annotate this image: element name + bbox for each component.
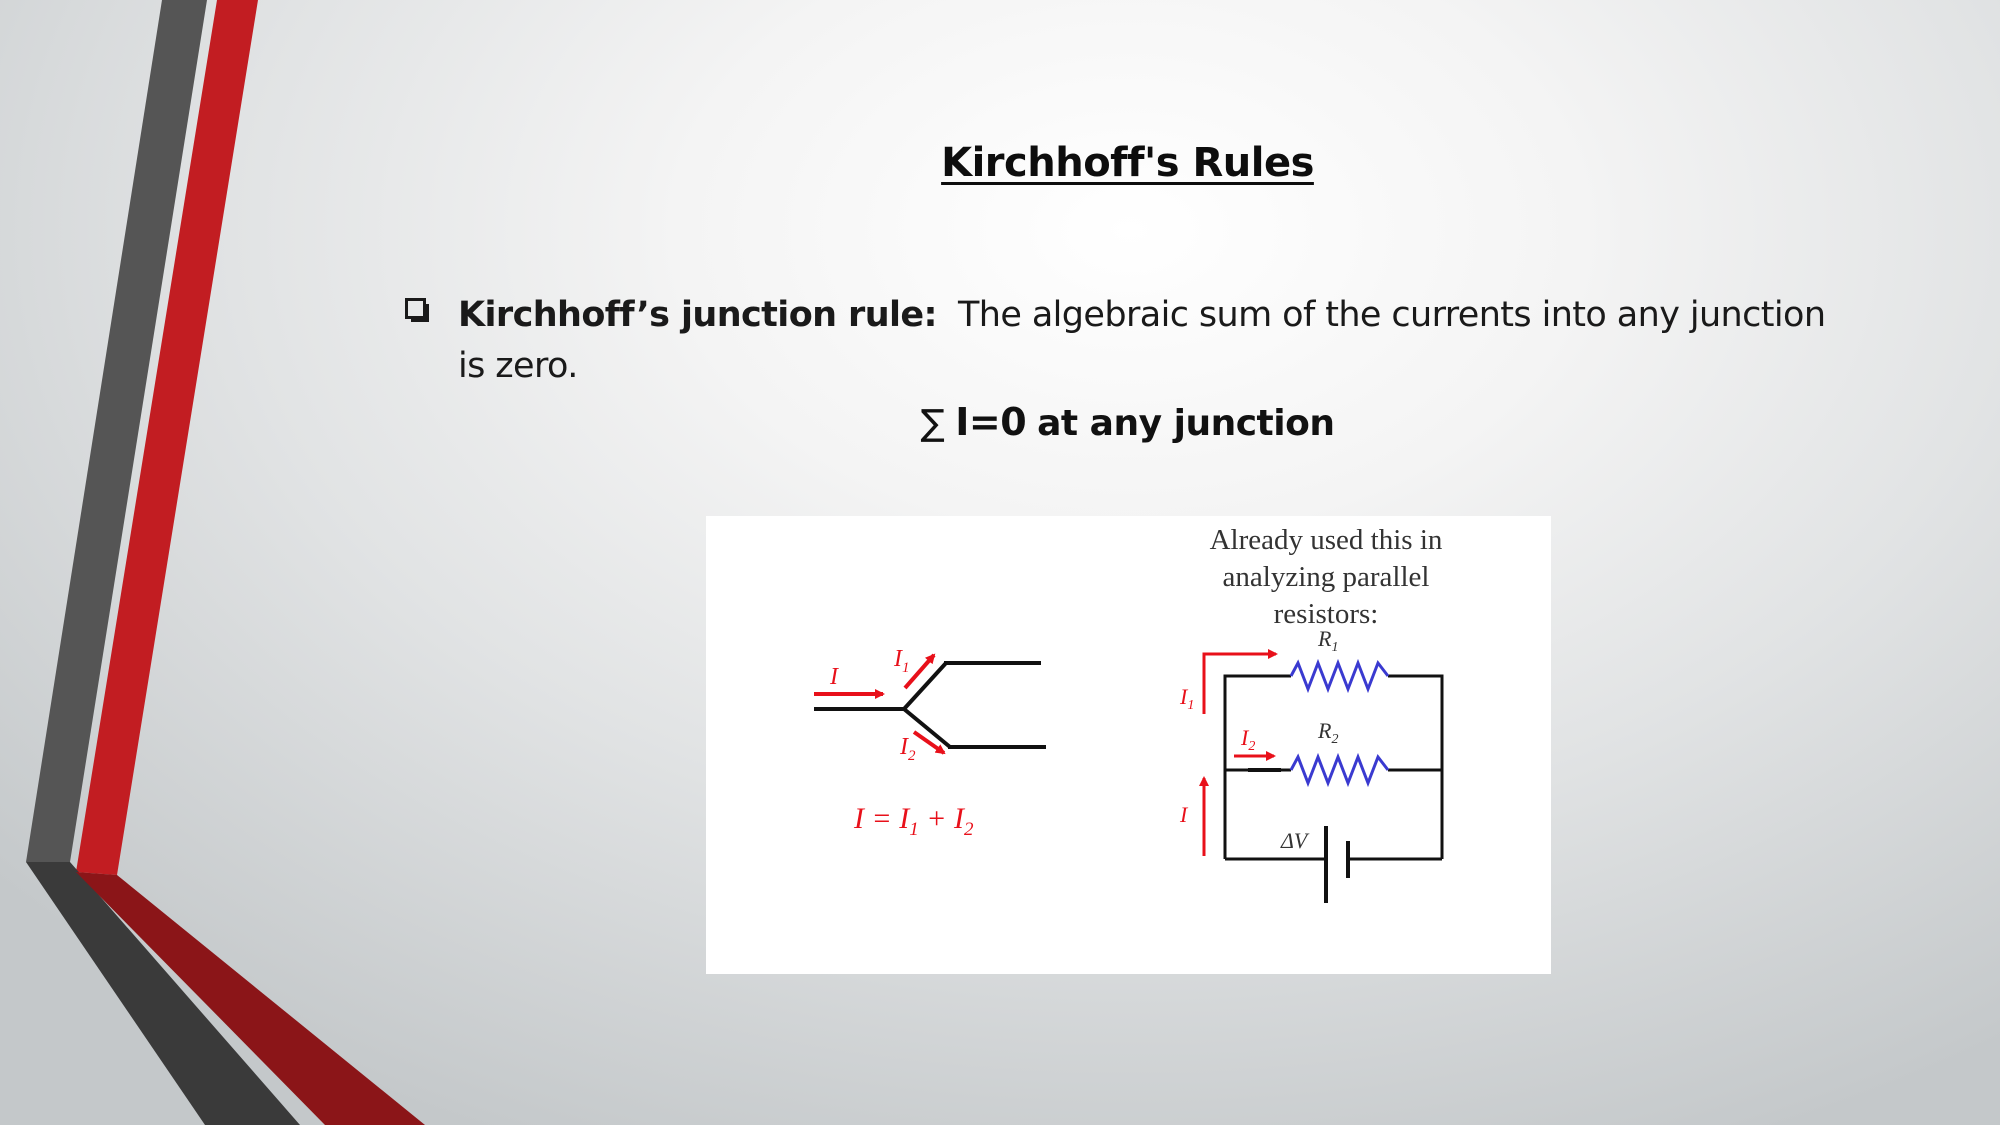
bullet-label: Kirchhoff’s junction rule: — [458, 295, 937, 335]
label-incoming-i: I — [830, 664, 838, 690]
circuit-r1-right-wire — [1388, 676, 1442, 859]
checkbox-bullet-icon — [405, 298, 426, 319]
sigma-symbol: ∑ — [920, 403, 945, 444]
figure-note: Already used this in analyzing parallel resistors: — [1209, 524, 1443, 630]
label-circuit-i1: $I_1$ — [1180, 684, 1195, 713]
slide-title: Kirchhoff's Rules — [941, 140, 1314, 186]
formula-suffix: at any junction — [1037, 403, 1335, 444]
label-r1: $R_1$ — [1318, 626, 1339, 655]
parallel-circuit — [1179, 626, 1442, 903]
label-circuit-i2: $I_2$ — [1241, 725, 1256, 754]
bullet-description: The algebraic sum of the currents into any junction is zero. — [458, 295, 1826, 386]
label-branch1-i1: $I_1$ — [894, 646, 910, 676]
label-branch2-i2: $I_2$ — [900, 734, 916, 764]
resistor-r2 — [1291, 757, 1388, 783]
formula-equation: I=0 — [955, 400, 1027, 444]
bullet-junction-rule — [402, 290, 1842, 392]
label-r2: $R_2$ — [1318, 718, 1339, 747]
bullet-text — [458, 290, 1842, 392]
junction-branch-up — [904, 663, 946, 709]
arrow-branch2 — [914, 732, 944, 753]
resistor-r1 — [1291, 663, 1388, 689]
junction-diagram — [814, 646, 1046, 840]
label-circuit-i: I — [1180, 802, 1188, 827]
arrow-i1-circuit — [1204, 654, 1276, 714]
junction-equation: $I = I_1 + I_2$ — [854, 802, 974, 840]
circuit-figure — [706, 516, 1551, 974]
label-delta-v: ΔV — [1281, 828, 1308, 853]
junction-formula — [0, 400, 2000, 444]
